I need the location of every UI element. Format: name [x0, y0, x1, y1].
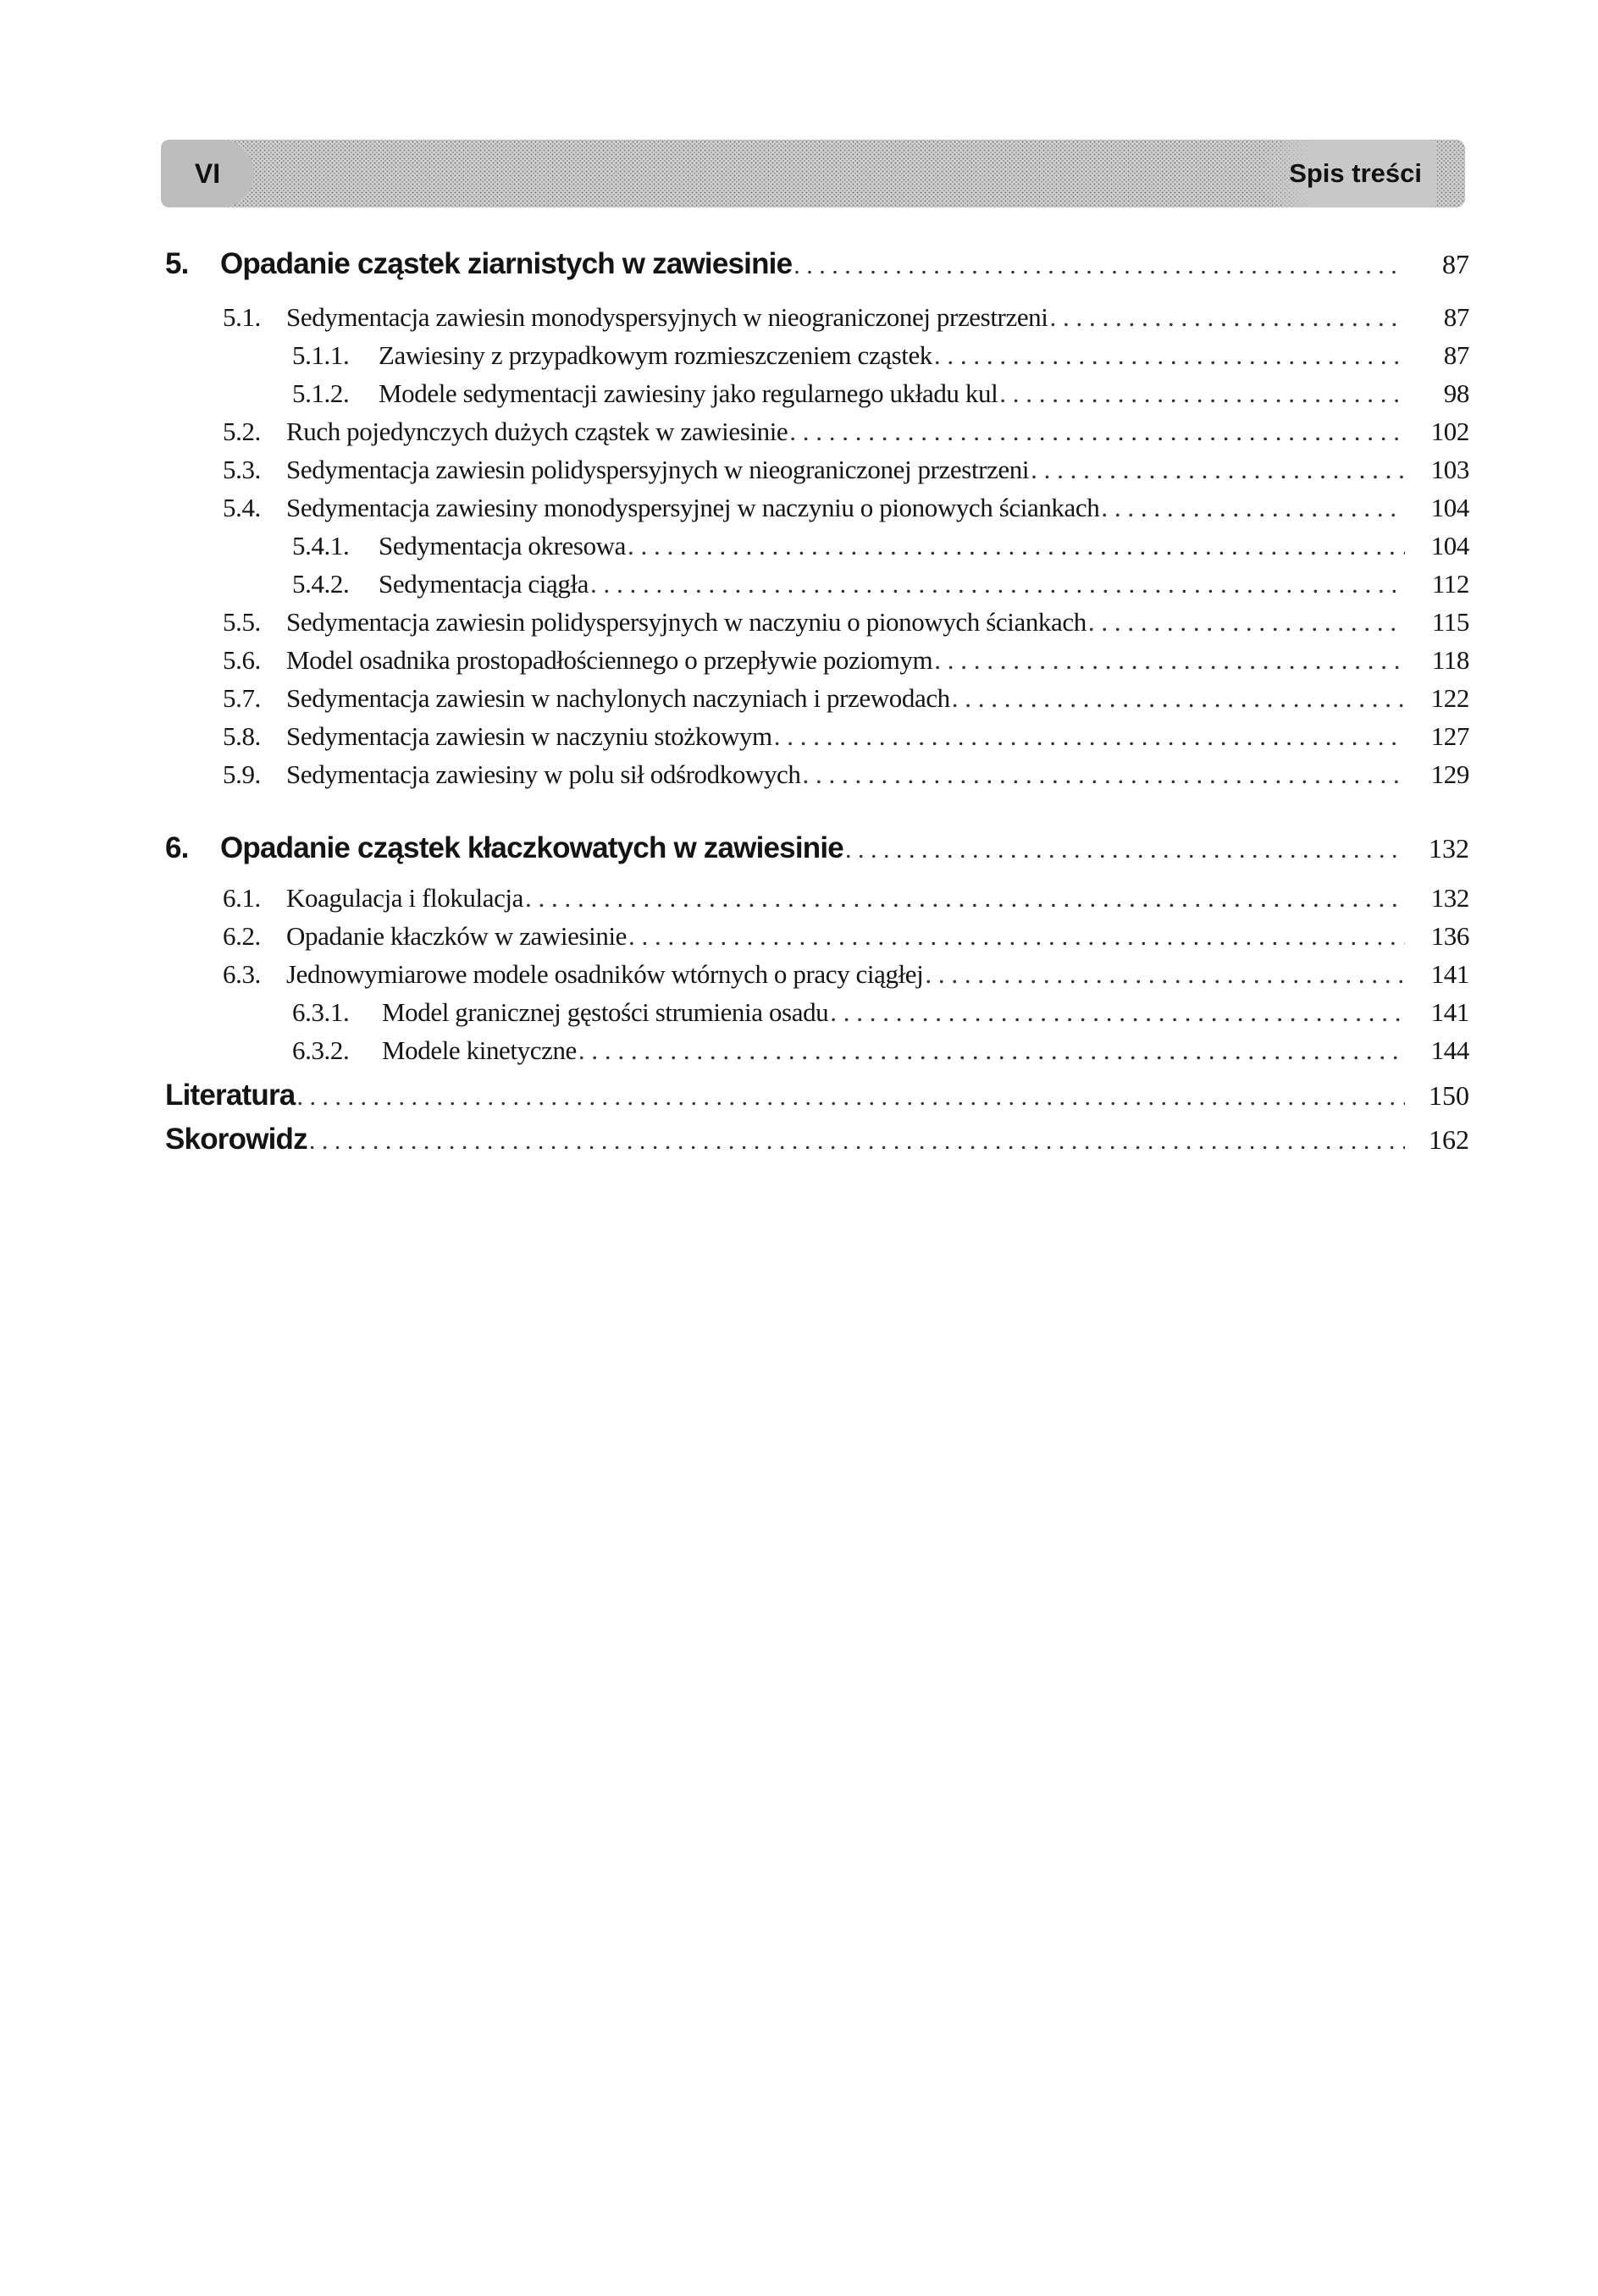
- toc-entry-number: 5.7.: [223, 683, 261, 713]
- toc-entry-section-5-4: [165, 493, 1469, 523]
- toc-entry-title: Sedymentacja okresowa: [379, 531, 627, 560]
- dot-leader: [803, 759, 1405, 790]
- dot-leader: [296, 1083, 1405, 1112]
- toc-entry-page: 162: [1429, 1124, 1469, 1155]
- toc-entry-number: 6.3.: [223, 959, 261, 989]
- dot-leader: [789, 417, 1405, 447]
- toc-entry-number: 5.1.2.: [292, 378, 350, 408]
- toc-entry-number: 5.6.: [223, 645, 261, 675]
- toc-entry-page: 127: [1430, 721, 1469, 751]
- dot-leader: [934, 645, 1405, 676]
- toc-entry-number: 6.3.2.: [292, 1035, 350, 1065]
- toc-entry-number: 6.1.: [223, 883, 261, 913]
- toc-entry-page: 98: [1443, 378, 1469, 408]
- dot-leader: [590, 569, 1405, 599]
- toc-entry-page: 102: [1430, 417, 1469, 446]
- toc-entry-section-5-2: [165, 417, 1469, 447]
- toc-entry-title: Sedymentacja zawiesiny monodyspersyjnej w naczyniu o pionowych ściankach: [286, 493, 1100, 522]
- toc-entry-subsection-6-3-2: [165, 1035, 1469, 1066]
- toc-entry-section-5-1: [165, 302, 1469, 333]
- toc-entry-title: Opadanie cząstek ziarnistych w zawiesinie: [220, 247, 793, 280]
- toc-entry-page: 122: [1430, 683, 1469, 713]
- toc-entry-page: 144: [1430, 1035, 1469, 1065]
- toc-entry-title: Koagulacja i flokulacja: [286, 883, 524, 913]
- toc-entry-page: 104: [1430, 493, 1469, 522]
- dot-leader: [578, 1035, 1405, 1066]
- toc-entry-chapter-6: [165, 831, 1469, 865]
- toc-entry-title: Sedymentacja zawiesin monodyspersyjnych w nieograniczonej przestrzeni: [286, 302, 1048, 332]
- dot-leader: [525, 883, 1405, 913]
- toc-entry-title: Opadanie kłaczków w zawiesinie: [286, 921, 628, 951]
- toc-entry-title: Skorowidz: [165, 1123, 307, 1156]
- toc-entry-number: 5.2.: [223, 417, 261, 446]
- toc-entry-title: Model osadnika prostopadłościennego o przepływie poziomym: [286, 645, 933, 675]
- toc-entry-number: 5.5.: [223, 607, 261, 637]
- toc-entry-section-5-8: [165, 721, 1469, 752]
- dot-leader: [1101, 493, 1405, 523]
- dot-leader: [845, 836, 1405, 864]
- toc-entry-number: 5.9.: [223, 759, 261, 789]
- dot-leader: [628, 531, 1405, 561]
- toc-entry-title: Ruch pojedynczych dużych cząstek w zawiesinie: [286, 417, 788, 446]
- toc-entry-page: 129: [1430, 759, 1469, 789]
- running-header-title: Spis treści: [1260, 140, 1437, 207]
- toc-entry-page: 87: [1443, 340, 1469, 370]
- toc-entry-section-6-3: [165, 959, 1469, 990]
- toc-entry-page: 112: [1431, 569, 1469, 599]
- dot-leader: [1088, 607, 1405, 637]
- toc-entry-number: 5.4.: [223, 493, 261, 522]
- toc-entry-section-6-2: [165, 921, 1469, 952]
- toc-entry-title: Literatura: [165, 1079, 296, 1112]
- toc-entry-title: Sedymentacja ciągła: [379, 569, 589, 599]
- toc-entry-page: 136: [1430, 921, 1469, 951]
- toc-entry-title: Sedymentacja zawiesin polidyspersyjnych w nieograniczonej przestrzeni: [286, 455, 1030, 484]
- toc-entry-page: 87: [1442, 249, 1469, 279]
- toc-entry-number: 6.2.: [223, 921, 261, 951]
- toc-entry-title: Sedymentacja zawiesiny w polu sił odśrodkowych: [286, 759, 801, 789]
- toc-entry-section-5-3: [165, 455, 1469, 485]
- toc-entry-title: Sedymentacja zawiesin polidyspersyjnych w naczyniu o pionowych ściankach: [286, 607, 1087, 637]
- toc-entry-title: Model granicznej gęstości strumienia osadu: [382, 997, 829, 1027]
- toc-entry-page: 104: [1430, 531, 1469, 560]
- toc-entry-page: 141: [1430, 959, 1469, 989]
- dot-leader: [925, 959, 1405, 990]
- toc-entry-page: 132: [1430, 883, 1469, 913]
- toc-entry-title: Sedymentacja zawiesin w naczyniu stożkowym: [286, 721, 772, 751]
- toc-entry-number: 5.4.2.: [292, 569, 350, 599]
- toc-entry-number: 6.3.1.: [292, 997, 350, 1027]
- dot-leader: [774, 721, 1405, 752]
- toc-entry-page: 141: [1430, 997, 1469, 1027]
- toc-entry-number: 5.3.: [223, 455, 261, 484]
- toc-entry-subsection-5-4-2: [165, 569, 1469, 599]
- toc-entry-number: 6.: [165, 831, 189, 864]
- toc-entry-title: Jednowymiarowe modele osadników wtórnych o pracy ciągłej: [286, 959, 924, 989]
- toc-entry-subsection-5-1-1: [165, 340, 1469, 371]
- dot-leader: [309, 1127, 1405, 1156]
- toc-entry-section-5-5: [165, 607, 1469, 637]
- toc-entry-section-5-7: [165, 683, 1469, 714]
- toc-entry-chapter-5: [165, 247, 1469, 281]
- toc-entry-number: 5.1.: [223, 302, 261, 332]
- toc-entry-section-5-9: [165, 759, 1469, 790]
- toc-entry-subsection-5-1-2: [165, 378, 1469, 409]
- dot-leader: [934, 340, 1405, 371]
- toc-entry-page: 115: [1431, 607, 1469, 637]
- dot-leader: [999, 378, 1405, 409]
- toc-entry-page: 118: [1431, 645, 1469, 675]
- dot-leader: [1031, 455, 1405, 485]
- toc-entry-subsection-5-4-1: [165, 531, 1469, 561]
- toc-entry-title: Modele sedymentacji zawiesiny jako regularnego układu kul: [379, 378, 998, 408]
- toc-entry-page: 103: [1430, 455, 1469, 484]
- toc-entry-literatura: [165, 1079, 1469, 1112]
- dot-leader: [830, 997, 1405, 1028]
- dot-leader: [1050, 302, 1406, 333]
- toc-entry-page: 150: [1429, 1080, 1469, 1111]
- toc-entry-page: 87: [1443, 302, 1469, 332]
- toc-entry-title: Opadanie cząstek kłaczkowatych w zawiesinie: [220, 831, 843, 864]
- toc-entry-section-6-1: [165, 883, 1469, 913]
- dot-leader: [952, 683, 1405, 714]
- toc-entry-title: Zawiesiny z przypadkowym rozmieszczeniem cząstek: [379, 340, 932, 370]
- page-folio: VI: [161, 140, 254, 207]
- toc-entry-skorowidz: [165, 1123, 1469, 1156]
- toc-entry-page: 132: [1429, 833, 1469, 864]
- toc-entry-title: Modele kinetyczne: [382, 1035, 577, 1065]
- toc-entry-subsection-6-3-1: [165, 997, 1469, 1028]
- toc-entry-number: 5.8.: [223, 721, 261, 751]
- dot-leader: [628, 921, 1405, 952]
- toc-entry-section-5-6: [165, 645, 1469, 676]
- dot-leader: [793, 251, 1405, 280]
- toc-entry-number: 5.: [165, 247, 189, 280]
- toc-entry-number: 5.1.1.: [292, 340, 350, 370]
- toc-entry-title: Sedymentacja zawiesin w nachylonych naczyniach i przewodach: [286, 683, 950, 713]
- toc-entry-number: 5.4.1.: [292, 531, 350, 560]
